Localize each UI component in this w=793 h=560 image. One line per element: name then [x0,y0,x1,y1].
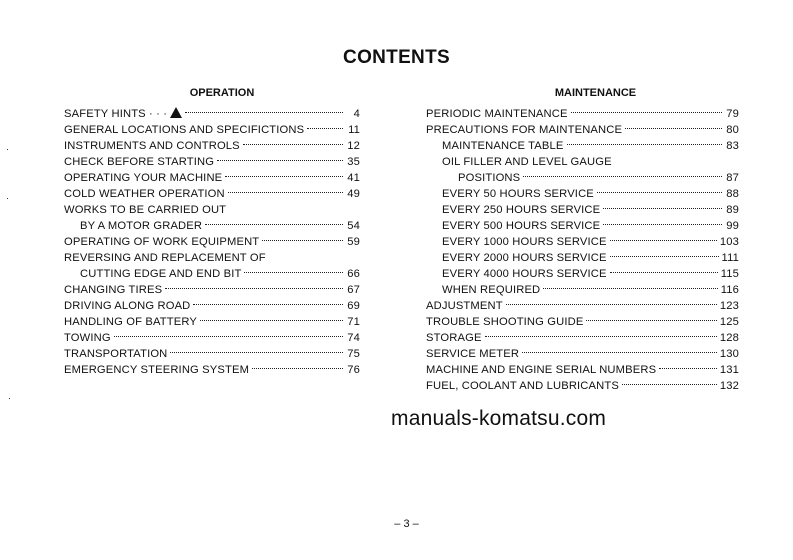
dot-leader [603,197,722,213]
dot-leader [252,357,343,373]
toc-entry-page: 123 [719,300,739,312]
scan-speck [7,198,8,199]
toc-entry-page: 99 [726,220,739,232]
dot-leader [193,293,343,309]
toc-entry-label: DRIVING ALONG ROAD [64,300,191,312]
dot-leader [307,117,343,133]
toc-entry-label: EVERY 250 HOURS SERVICE [442,204,601,216]
toc-entry-page: 83 [726,140,739,152]
dot-leader [165,277,343,293]
toc-entry-label: FUEL, COOLANT AND LUBRICANTS [426,380,619,392]
dot-leader [522,341,717,357]
page-number: – 3 – [394,518,419,530]
toc-entry-page: 87 [726,172,739,184]
toc-entry-page: 4 [353,108,360,120]
toc-entry-page: 35 [347,156,360,168]
toc-entry-label: OIL FILLER AND LEVEL GAUGE [442,156,612,168]
dot-leader [185,101,343,117]
toc-entry-label: OPERATING OF WORK EQUIPMENT [64,236,260,248]
toc-entry-page: 88 [726,188,739,200]
toc-entry-label: PRECAUTIONS FOR MAINTENANCE [426,124,623,136]
toc-entry-page: 103 [719,236,739,248]
toc-entry-page: 125 [719,316,739,328]
page-title: CONTENTS [343,47,450,68]
toc-entry-label: CHECK BEFORE STARTING [64,156,215,168]
toc-entry-page: 115 [720,268,739,280]
dot-leader [523,165,722,181]
toc-entry-label: COLD WEATHER OPERATION [64,188,225,200]
toc-entry-label: PERIODIC MAINTENANCE [426,108,568,120]
toc-entry-label: OPERATING YOUR MACHINE [64,172,223,184]
dot-leader [597,181,722,197]
dot-leader [205,213,343,229]
dot-leader [243,133,343,149]
dot-leader [200,309,343,325]
toc-entry-label: TROUBLE SHOOTING GUIDE [426,316,584,328]
toc-entry-label: TRANSPORTATION [64,348,168,360]
toc-entry-label: ADJUSTMENT [426,300,503,312]
toc-entry-page: 89 [726,204,739,216]
dot-leader [506,293,717,309]
toc-entry-page: 79 [726,108,739,120]
dot-leader [114,325,343,341]
dot-leader [543,277,717,293]
toc-entry-page: 76 [347,364,360,376]
toc-entry-page: 74 [347,332,360,344]
toc-entry-label: SERVICE METER [426,348,520,360]
toc-entry-page: 130 [719,348,739,360]
dot-leader [217,149,343,165]
dot-leader [485,325,717,341]
dot-leader [262,229,343,245]
warning-triangle-icon [170,107,182,118]
dot-leader [586,309,716,325]
toc-entry-page: 54 [347,220,360,232]
toc-entry-label: TOWING [64,332,111,344]
toc-entry-page: 131 [719,364,739,376]
toc-entry-label: BY A MOTOR GRADER [80,220,203,232]
toc-entry-label: MAINTENANCE TABLE [442,140,564,152]
toc-entry-label: EVERY 50 HOURS SERVICE [442,188,594,200]
toc-entry-page: 12 [347,140,360,152]
toc-entry-label: WHEN REQUIRED [442,284,541,296]
dot-leader [603,213,722,229]
toc-entry-label: SAFETY HINTS · · · [64,108,168,120]
toc-entry-label: EVERY 4000 HOURS SERVICE [442,268,607,280]
dot-leader [610,245,719,261]
dot-leader [225,165,343,181]
maintenance-section [426,86,739,392]
toc-entry-label: CHANGING TIRES [64,284,163,296]
toc-entry-page: 67 [347,284,360,296]
dot-leader [244,261,343,277]
toc-entry-label: INSTRUMENTS AND CONTROLS [64,140,240,152]
toc-entry-page: 71 [347,316,360,328]
toc-entry-page: 49 [347,188,360,200]
toc-entry-label: STORAGE [426,332,482,344]
toc-entry-page: 111 [721,252,739,264]
toc-entry-label: MACHINE AND ENGINE SERIAL NUMBERS [426,364,657,376]
toc-entry-label: CUTTING EDGE AND END BIT [80,268,242,280]
toc-entry-label: EMERGENCY STEERING SYSTEM [64,364,250,376]
toc-entry-label: GENERAL LOCATIONS AND SPECIFICTIONS [64,124,305,136]
dot-leader [610,229,717,245]
toc-entry-page: 69 [347,300,360,312]
toc-entry[interactable] [64,101,360,120]
toc-entry-label: EVERY 500 HOURS SERVICE [442,220,601,232]
toc-entry-page: 11 [348,124,360,136]
toc-entry-page: 116 [720,284,739,296]
dot-leader [622,373,717,389]
dot-leader [571,101,722,117]
dot-leader [659,357,717,373]
operation-section [64,86,360,376]
watermark-link[interactable]: manuals-komatsu.com [391,407,607,430]
dot-leader [228,181,343,197]
scan-speck [9,398,10,399]
dot-leader [567,133,723,149]
maintenance-heading: MAINTENANCE [554,87,637,99]
toc-entry-page: 80 [726,124,739,136]
toc-entry-page: 75 [347,348,360,360]
operation-heading: OPERATION [189,87,255,99]
toc-entry-page: 66 [347,268,360,280]
toc-entry-page: 59 [347,236,360,248]
dot-leader [625,117,722,133]
toc-entry-label: REVERSING AND REPLACEMENT OF [64,252,266,264]
toc-entry-page: 41 [347,172,360,184]
toc-entry-label: POSITIONS [458,172,521,184]
toc-entry-label: WORKS TO BE CARRIED OUT [64,204,227,216]
scan-speck [7,149,8,150]
toc-entry-page: 132 [719,380,739,392]
toc-entry[interactable] [426,101,739,120]
toc-entry-label: EVERY 2000 HOURS SERVICE [442,252,607,264]
toc-entry-page: 128 [719,332,739,344]
toc-entry-label: EVERY 1000 HOURS SERVICE [442,236,607,248]
dot-leader [170,341,343,357]
toc-entry-label: HANDLING OF BATTERY [64,316,197,328]
dot-leader [610,261,718,277]
